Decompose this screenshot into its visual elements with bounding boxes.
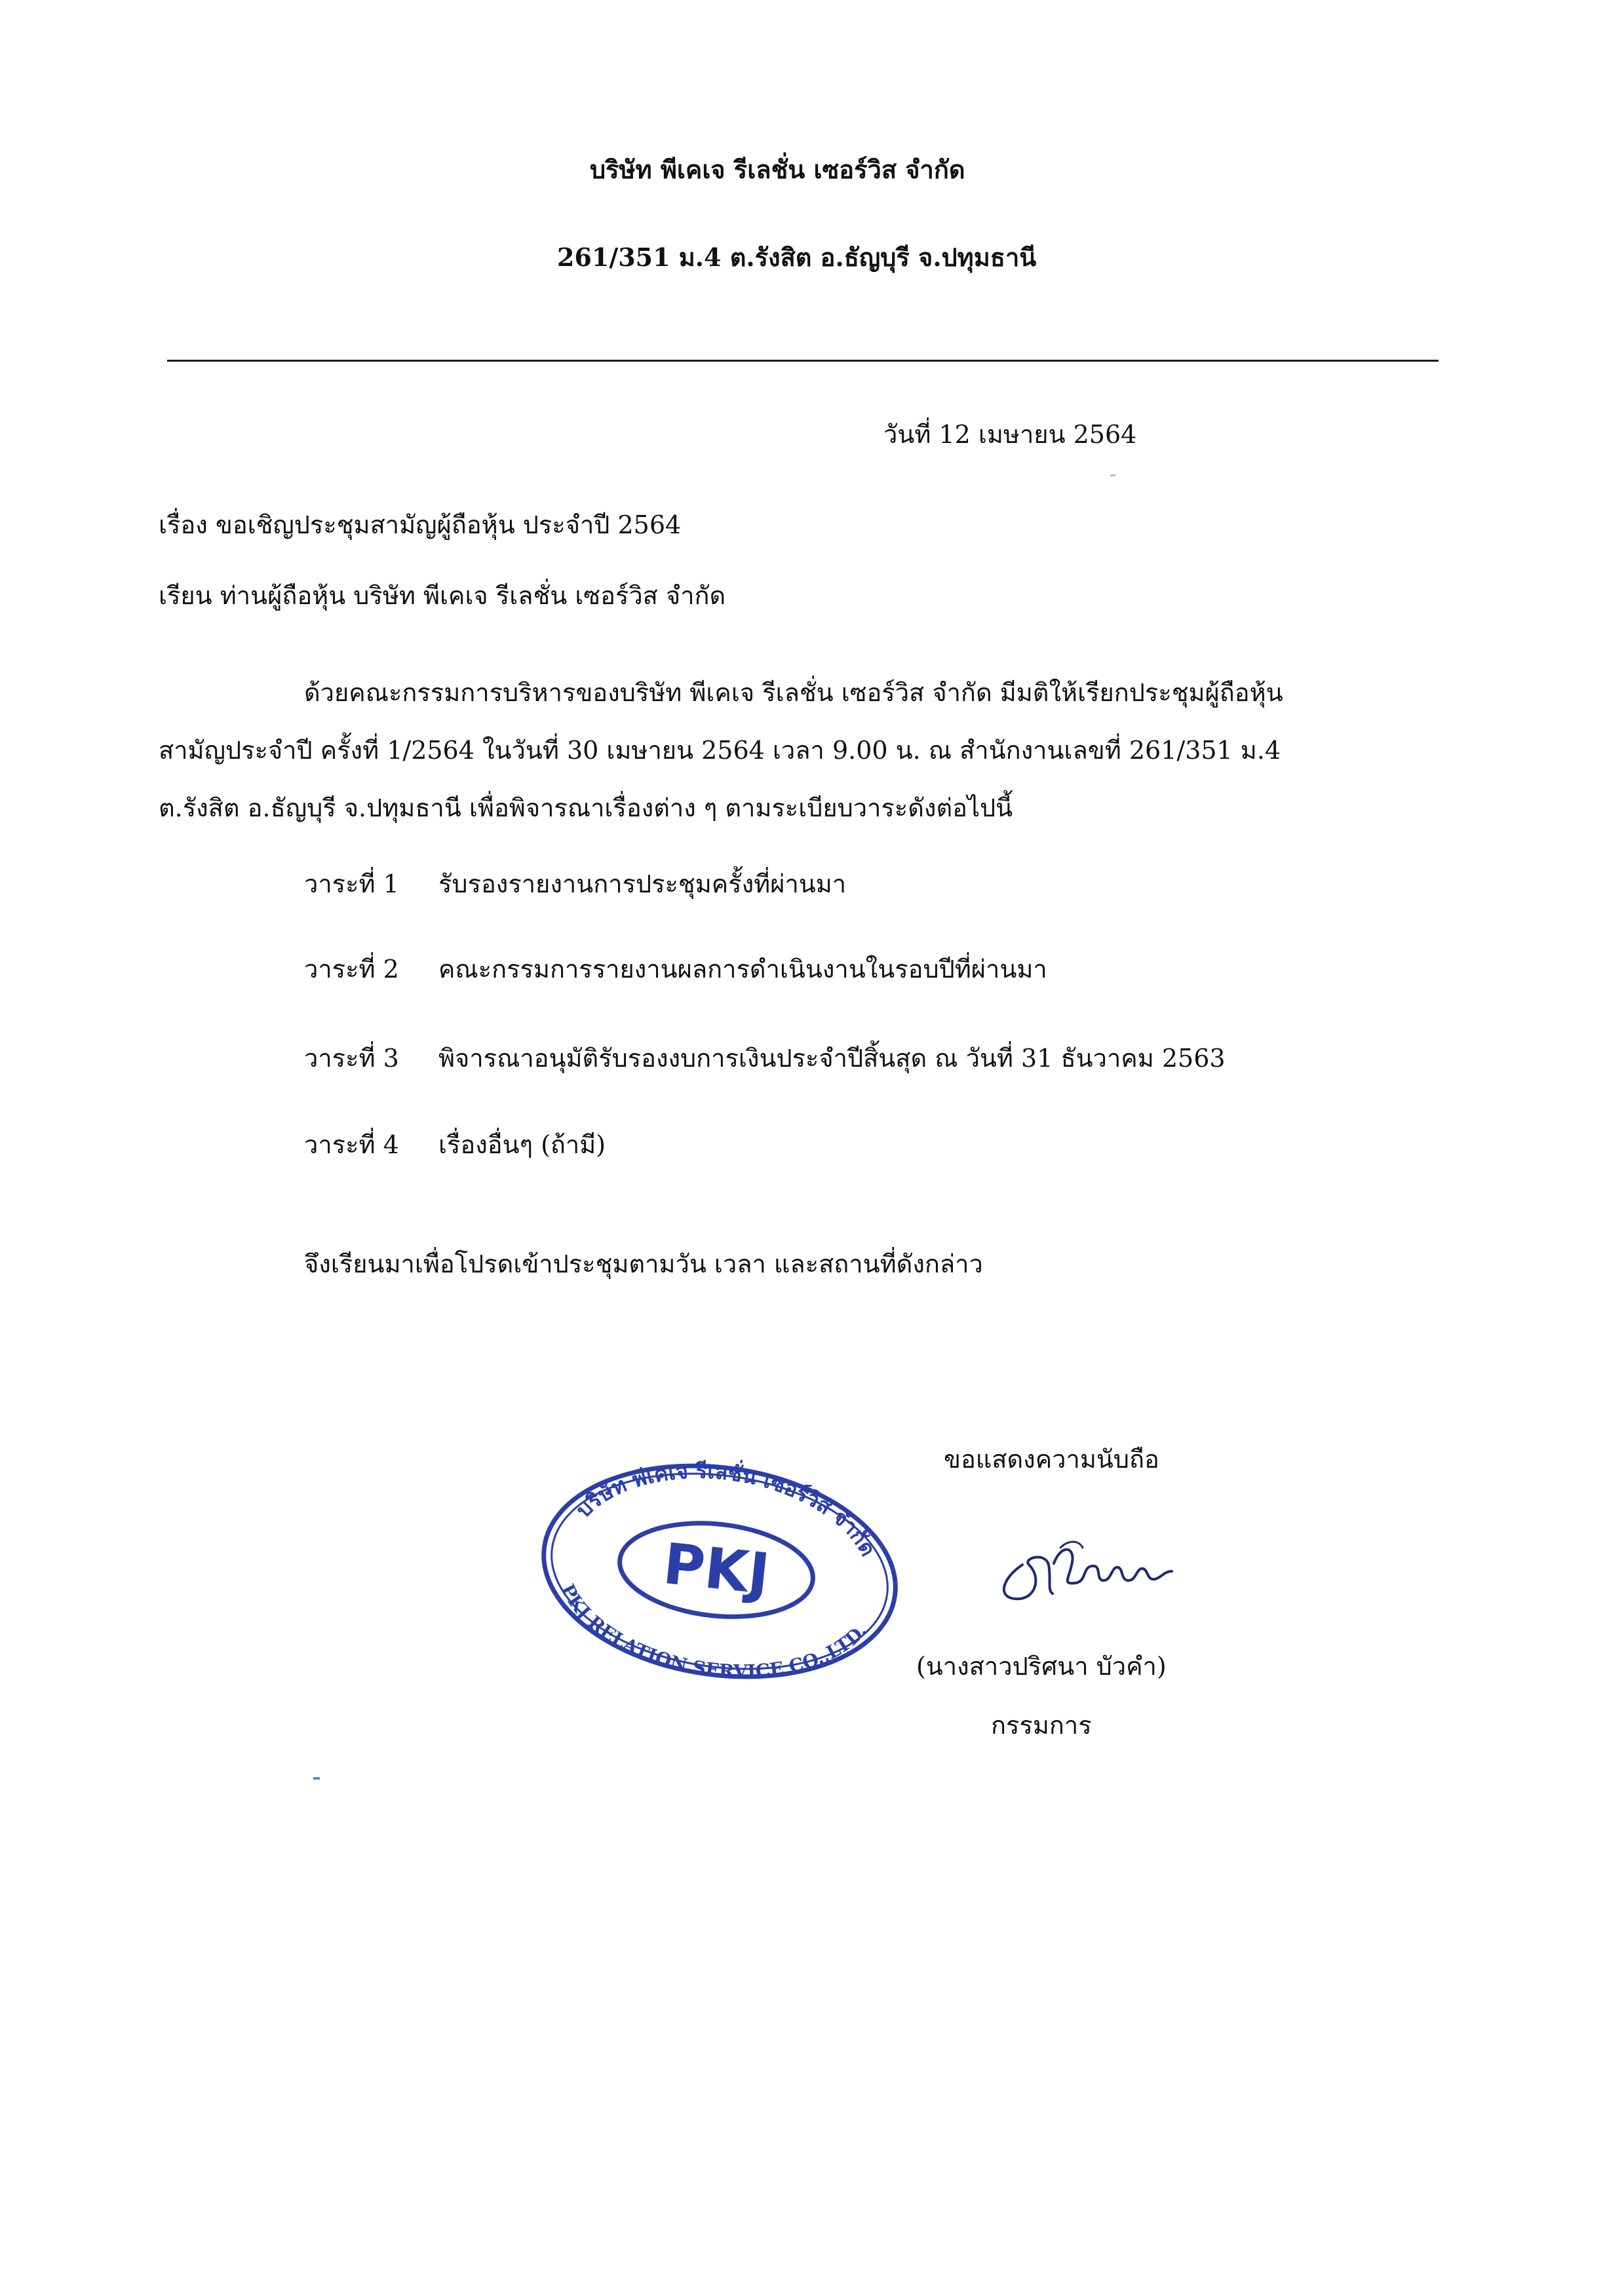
agenda-number: วาระที่ 4 bbox=[304, 1130, 399, 1159]
header-divider bbox=[167, 360, 1439, 362]
body-line-3: ต.รังสิต อ.ธัญบุรี จ.ปทุมธานี เพื่อพิจารณาเรื่องต่าง ๆ ตามระเบียบวาระดังต่อไปนี้ bbox=[159, 794, 1013, 822]
agenda-text: เรื่องอื่นๆ (ถ้ามี) bbox=[438, 1130, 606, 1159]
agenda-number: วาระที่ 1 bbox=[304, 870, 399, 898]
company-name: บริษัท พีเคเจ รีเลชั่น เซอร์วิส จำกัด bbox=[590, 155, 965, 184]
closing-sentence: จึงเรียนมาเพื่อโปรดเข้าประชุมตามวัน เวลา และสถานที่ดังกล่าว bbox=[304, 1250, 983, 1278]
agenda-item bbox=[304, 864, 1418, 903]
letter-date: วันที่ 12 เมษายน 2564 bbox=[883, 420, 1137, 449]
svg-text:PKJ: PKJ bbox=[660, 1531, 773, 1608]
body-line-2: สามัญประจำปี ครั้งที่ 1/2564 ในวันที่ 30 เมษายน 2564 เวลา 9.00 น. ณ สำนักงานเลขที่ 261/351 ม.4 bbox=[159, 736, 1281, 765]
agenda-text: คณะกรรมการรายงานผลการดำเนินงานในรอบปีที่ผ่านมา bbox=[438, 955, 1047, 984]
signature-icon bbox=[983, 1525, 1180, 1611]
agenda-text: รับรองรายงานการประชุมครั้งที่ผ่านมา bbox=[438, 870, 847, 898]
agenda-text: พิจารณาอนุมัติรับรองงบการเงินประจำปีสิ้นสุด ณ วันที่ 31 ธันวาคม 2563 bbox=[438, 1044, 1226, 1073]
body-line-1: ด้วยคณะกรรมการบริหารของบริษัท พีเคเจ รีเลชั่น เซอร์วิส จำกัด มีมติให้เรียกประชุมผู้ถือหุ้น bbox=[304, 678, 1283, 707]
letter-recipient: เรียน ท่านผู้ถือหุ้น บริษัท พีเคเจ รีเลชั่น เซอร์วิส จำกัด bbox=[159, 581, 726, 610]
agenda-item bbox=[304, 1124, 1418, 1164]
signer-name: (นางสาวปริศนา บัวคำ) bbox=[916, 1652, 1167, 1681]
agenda-item bbox=[304, 949, 1418, 988]
complimentary-close: ขอแสดงความนับถือ bbox=[944, 1445, 1159, 1474]
handwritten-signature bbox=[983, 1525, 1180, 1613]
agenda-item bbox=[304, 1038, 1418, 1077]
company-stamp bbox=[530, 1460, 910, 1685]
agenda-number: วาระที่ 2 bbox=[304, 955, 399, 984]
company-address: 261/351 ม.4 ต.รังสิต อ.ธัญบุรี จ.ปทุมธานี bbox=[557, 242, 1037, 272]
svg-text:PKJ RELATION SERVICE CO.,LTD.: PKJ RELATION SERVICE CO.,LTD. bbox=[556, 1580, 872, 1683]
letter-subject: เรื่อง ขอเชิญประชุมสามัญผู้ถือหุ้น ประจำปี 2564 bbox=[159, 510, 682, 539]
scan-speck bbox=[1110, 474, 1115, 476]
agenda-number: วาระที่ 3 bbox=[304, 1044, 399, 1073]
signer-title: กรรมการ bbox=[991, 1711, 1092, 1740]
scan-speck bbox=[313, 1777, 320, 1780]
svg-text:บริษัท พีเคเจ รีเลชั่น เซอร์วิ: บริษัท พีเคเจ รีเลชั่น เซอร์วิส จำกัด bbox=[571, 1460, 881, 1561]
stamp-seal-icon bbox=[530, 1460, 910, 1683]
